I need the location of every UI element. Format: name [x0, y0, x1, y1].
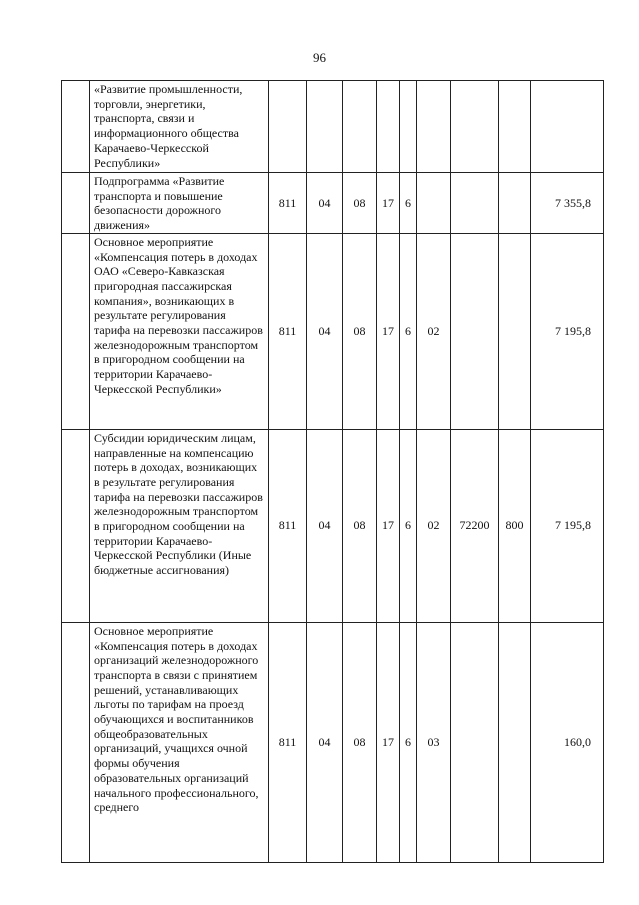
amount-cell: 160,0	[531, 622, 604, 862]
subprogram-code-cell: 6	[400, 622, 417, 862]
row-number-cell	[62, 429, 90, 622]
section-code-cell: 04	[307, 233, 343, 429]
program-code-cell: 17	[377, 622, 400, 862]
event-code-cell: 02	[417, 429, 451, 622]
amount-cell: 7 195,8	[531, 233, 604, 429]
program-code-cell: 17	[377, 429, 400, 622]
ministry-code-cell	[269, 81, 307, 173]
row-number-cell	[62, 173, 90, 234]
table-row	[62, 429, 604, 622]
section-code-cell: 04	[307, 173, 343, 234]
event-code-cell	[417, 173, 451, 234]
direction-code-cell	[451, 173, 499, 234]
program-code-cell: 17	[377, 173, 400, 234]
section-code-cell: 04	[307, 622, 343, 862]
subsection-code-cell: 08	[343, 233, 377, 429]
section-code-cell: 04	[307, 429, 343, 622]
section-code-cell	[307, 81, 343, 173]
description-cell: «Развитие промышленности, торговли, энергетики, транспорта, связи и информационного общества Карачаево-Черкесской Республики»	[90, 81, 269, 173]
event-code-cell: 02	[417, 233, 451, 429]
expense-type-cell	[499, 173, 531, 234]
row-number-cell	[62, 81, 90, 173]
direction-code-cell	[451, 233, 499, 429]
description-cell: Субсидии юридическим лицам, направленные на компенсацию потерь в доходах, возникающих в результате регулирования тарифа на перевозки пассажиров железнодорожным транспортом в пригородном сообщении на территории Карачаево-Черкесской Республики (Иные бюджетные ассигнования)	[90, 429, 269, 622]
expense-type-cell	[499, 81, 531, 173]
table-row	[62, 622, 604, 862]
direction-code-cell	[451, 622, 499, 862]
program-code-cell: 17	[377, 233, 400, 429]
description-cell: Основное мероприятие «Компенсация потерь в доходах организаций железнодорожного транспорта в связи с принятием решений, устанавливающих льготы по тарифам на проезд обучающихся и воспитанников общеобразовательных организаций, учащихся очной формы обучения образовательных организаций начального профессионального, среднего	[90, 622, 269, 862]
table-row	[62, 233, 604, 429]
subsection-code-cell: 08	[343, 173, 377, 234]
page-number: 96	[313, 50, 326, 65]
subprogram-code-cell: 6	[400, 429, 417, 622]
amount-cell: 7 195,8	[531, 429, 604, 622]
budget-table	[61, 80, 604, 863]
row-number-cell	[62, 622, 90, 862]
program-code-cell	[377, 81, 400, 173]
description-cell: Основное мероприятие «Компенсация потерь в доходах ОАО «Северо-Кавказская пригородная пассажирская компания», возникающих в результате регулирования тарифа на перевозки пассажиров железнодорожным транспортом в пригородном сообщении на территории Карачаево-Черкесской Республики»	[90, 233, 269, 429]
subprogram-code-cell	[400, 81, 417, 173]
description-cell: Подпрограмма «Развитие транспорта и повышение безопасности дорожного движения»	[90, 173, 269, 234]
ministry-code-cell: 811	[269, 429, 307, 622]
expense-type-cell	[499, 622, 531, 862]
subsection-code-cell: 08	[343, 429, 377, 622]
subsection-code-cell	[343, 81, 377, 173]
table-row	[62, 81, 604, 173]
row-number-cell	[62, 233, 90, 429]
direction-code-cell: 72200	[451, 429, 499, 622]
event-code-cell	[417, 81, 451, 173]
expense-type-cell: 800	[499, 429, 531, 622]
event-code-cell: 03	[417, 622, 451, 862]
direction-code-cell	[451, 81, 499, 173]
subsection-code-cell: 08	[343, 622, 377, 862]
subprogram-code-cell: 6	[400, 233, 417, 429]
ministry-code-cell: 811	[269, 173, 307, 234]
subprogram-code-cell: 6	[400, 173, 417, 234]
amount-cell	[531, 81, 604, 173]
ministry-code-cell: 811	[269, 233, 307, 429]
ministry-code-cell: 811	[269, 622, 307, 862]
expense-type-cell	[499, 233, 531, 429]
table-row	[62, 173, 604, 234]
amount-cell: 7 355,8	[531, 173, 604, 234]
